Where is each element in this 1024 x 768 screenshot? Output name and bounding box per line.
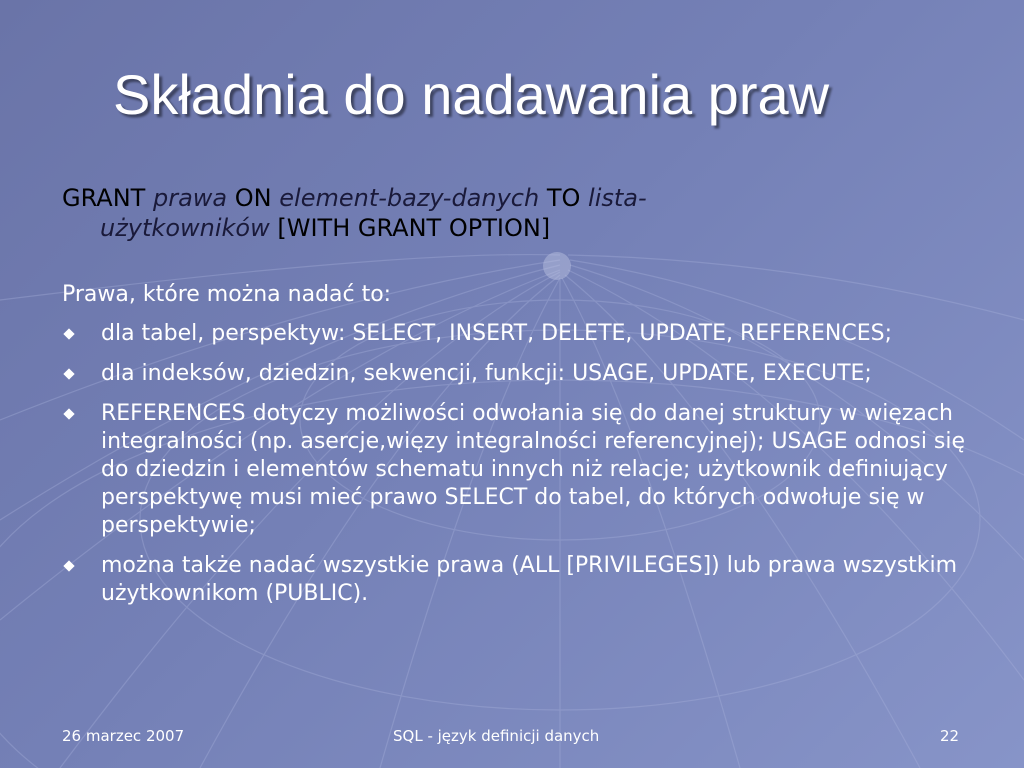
footer-page-number: 22 [940, 727, 960, 745]
syntax-second-line [62, 213, 962, 243]
grant-syntax [62, 183, 962, 243]
syntax-users-placeholder-end: użytkowników [100, 214, 270, 242]
bullet-text: można także nadać wszystkie prawa (ALL [PRIVILEGES]) lub prawa wszystkim użytkownikom (PUBLIC). [101, 553, 958, 606]
diamond-bullet-icon [63, 408, 74, 419]
syntax-rights-placeholder: prawa [152, 184, 228, 212]
syntax-on-keyword: ON [234, 184, 272, 212]
bullet-text: dla indeksów, dziedzin, sekwencji, funkcji: USAGE, UPDATE, EXECUTE; [101, 361, 872, 386]
rights-bullet-list [62, 320, 967, 620]
bullet-text: REFERENCES dotyczy możliwości odwołania się do danej struktury w więzach integralności (np. asercje,więzy integralności referencyjnej); USAGE odnosi się do dziedzin i elementów schematu innych niż relacje; użytkownik definiujący perspektywę musi mieć prawo SELECT do tabel, do których odwołuje się w perspektywie; [101, 401, 966, 538]
syntax-users-placeholder-start: lista- [588, 184, 647, 212]
diamond-bullet-icon [63, 328, 74, 339]
bullet-text: dla tabel, perspektyw: SELECT, INSERT, DELETE, UPDATE, REFERENCES; [101, 321, 893, 346]
slide-title: Składnia do nadawania praw [113, 63, 830, 126]
syntax-element-placeholder: element-bazy-danych [279, 184, 540, 212]
list-item [62, 320, 967, 348]
diamond-bullet-icon [63, 368, 74, 379]
rights-heading: Prawa, które można nadać to: [62, 282, 392, 307]
syntax-grant-keyword: GRANT [62, 184, 146, 212]
diamond-bullet-icon [63, 560, 74, 571]
syntax-to-keyword: TO [546, 184, 581, 212]
syntax-grant-option: [WITH GRANT OPTION] [277, 214, 551, 242]
footer-date: 26 marzec 2007 [62, 727, 185, 745]
list-item [62, 360, 967, 388]
footer-title: SQL - język definicji danych [393, 727, 600, 745]
list-item [62, 400, 967, 540]
list-item [62, 552, 967, 608]
